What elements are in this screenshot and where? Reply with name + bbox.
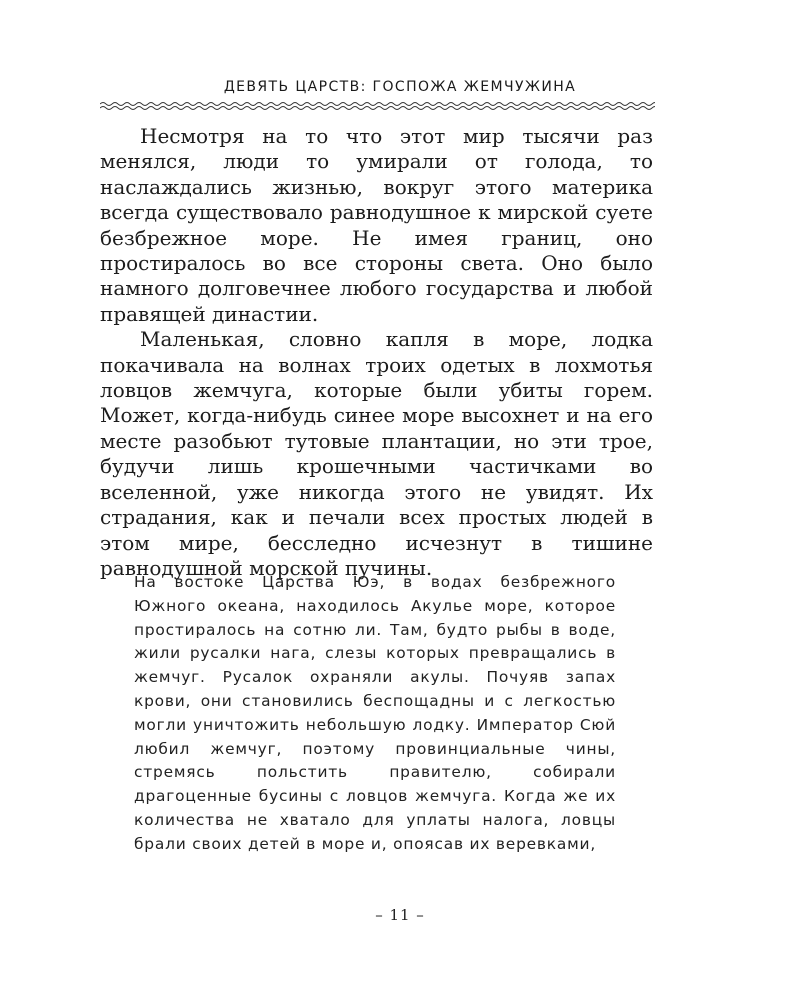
main-text: [100, 124, 653, 581]
running-head: ДЕВЯТЬ ЦАРСТВ: ГОСПОЖА ЖЕМЧУЖИНА: [223, 79, 577, 95]
page-number: – 11 –: [375, 906, 425, 924]
wavy-rule-ornament: [100, 100, 655, 112]
paragraph: Маленькая, словно капля в море, лодка покачивала на волнах троих одетых в лохмотья ловцов жемчуга, которые были убиты горем. Может, когда-нибудь синее море высохнет и на его месте разобьют тутовые плантации, но эти трое, будучи лишь крошечными частичками во вселенной, уже никогда этого не увидят. Их страдания, как и печали всех простых людей в этом мире, бесследно исчезнут в тишине равнодушной морской пучины.: [100, 327, 653, 580]
inset-note: [134, 571, 616, 857]
paragraph: Несмотря на то что этот мир тысячи раз менялся, люди то умирали от голода, то наслаждались жизнью, вокруг этого материка всегда существовало равнодушное к мирской суете безбрежное море. Не имея границ, оно простиралось во все стороны света. Оно было намного долговечнее любого государства и любой правящей династии.: [100, 124, 653, 326]
inset-note-text: На востоке Царства Юэ, в водах безбрежного Южного океана, находилось Акулье море, которое простиралось на сотню ли. Там, будто рыбы в воде, жили русалки нага, слезы которых превращались в жемчуг. Русалок охраняли акулы. Почуяв запах крови, они становились беспощадны и с легкостью могли уничтожить небольшую лодку. Император Сюй любил жемчуг, поэтому провинциальные чины, стремясь польстить правителю, собирали драгоценные бусины с ловцов жемчуга. Когда же их количества не хватало для уплаты налога, ловцы брали своих детей в море и, опоясав их веревками,: [134, 573, 616, 853]
